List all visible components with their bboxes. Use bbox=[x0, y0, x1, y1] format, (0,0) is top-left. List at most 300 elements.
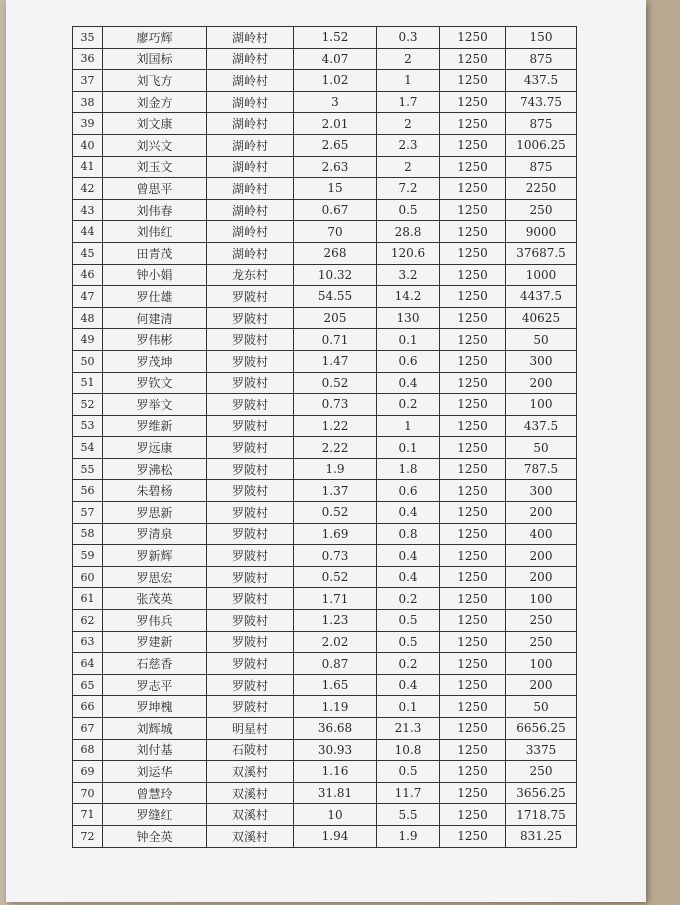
row-number-cell: 62 bbox=[73, 610, 103, 632]
table-row bbox=[73, 653, 577, 675]
area-cell: 0.52 bbox=[294, 502, 377, 524]
unit-price-cell: 1250 bbox=[440, 523, 506, 545]
village-cell: 罗陂村 bbox=[207, 631, 294, 653]
row-number-cell: 43 bbox=[73, 199, 103, 221]
row-number-cell: 68 bbox=[73, 739, 103, 761]
quantity-cell: 14.2 bbox=[377, 286, 440, 308]
village-cell: 罗陂村 bbox=[207, 480, 294, 502]
village-cell: 罗陂村 bbox=[207, 588, 294, 610]
name-cell: 钟小娟 bbox=[103, 264, 207, 286]
area-cell: 0.52 bbox=[294, 372, 377, 394]
village-cell: 罗陂村 bbox=[207, 437, 294, 459]
village-cell: 双溪村 bbox=[207, 804, 294, 826]
row-number-cell: 47 bbox=[73, 286, 103, 308]
unit-price-cell: 1250 bbox=[440, 350, 506, 372]
name-cell: 何建清 bbox=[103, 307, 207, 329]
village-cell: 罗陂村 bbox=[207, 350, 294, 372]
table-row bbox=[73, 458, 577, 480]
unit-price-cell: 1250 bbox=[440, 502, 506, 524]
name-cell: 朱碧杨 bbox=[103, 480, 207, 502]
amount-cell: 743.75 bbox=[506, 91, 577, 113]
area-cell: 0.67 bbox=[294, 199, 377, 221]
name-cell: 石慈香 bbox=[103, 653, 207, 675]
unit-price-cell: 1250 bbox=[440, 70, 506, 92]
quantity-cell: 0.4 bbox=[377, 372, 440, 394]
row-number-cell: 63 bbox=[73, 631, 103, 653]
row-number-cell: 67 bbox=[73, 718, 103, 740]
area-cell: 0.87 bbox=[294, 653, 377, 675]
village-cell: 罗陂村 bbox=[207, 566, 294, 588]
amount-cell: 50 bbox=[506, 329, 577, 351]
name-cell: 刘飞方 bbox=[103, 70, 207, 92]
row-number-cell: 36 bbox=[73, 48, 103, 70]
village-cell: 罗陂村 bbox=[207, 307, 294, 329]
row-number-cell: 70 bbox=[73, 782, 103, 804]
unit-price-cell: 1250 bbox=[440, 610, 506, 632]
table-row bbox=[73, 739, 577, 761]
unit-price-cell: 1250 bbox=[440, 480, 506, 502]
unit-price-cell: 1250 bbox=[440, 696, 506, 718]
name-cell: 刘伟红 bbox=[103, 221, 207, 243]
village-cell: 湖岭村 bbox=[207, 178, 294, 200]
area-cell: 1.71 bbox=[294, 588, 377, 610]
unit-price-cell: 1250 bbox=[440, 739, 506, 761]
name-cell: 刘运华 bbox=[103, 761, 207, 783]
amount-cell: 831.25 bbox=[506, 825, 577, 847]
name-cell: 刘辉城 bbox=[103, 718, 207, 740]
unit-price-cell: 1250 bbox=[440, 372, 506, 394]
area-cell: 1.22 bbox=[294, 415, 377, 437]
area-cell: 15 bbox=[294, 178, 377, 200]
quantity-cell: 0.1 bbox=[377, 437, 440, 459]
unit-price-cell: 1250 bbox=[440, 804, 506, 826]
unit-price-cell: 1250 bbox=[440, 329, 506, 351]
village-cell: 罗陂村 bbox=[207, 286, 294, 308]
name-cell: 刘金方 bbox=[103, 91, 207, 113]
quantity-cell: 0.2 bbox=[377, 394, 440, 416]
table-row bbox=[73, 394, 577, 416]
area-cell: 2.01 bbox=[294, 113, 377, 135]
table-row bbox=[73, 437, 577, 459]
row-number-cell: 52 bbox=[73, 394, 103, 416]
amount-cell: 100 bbox=[506, 588, 577, 610]
name-cell: 罗志平 bbox=[103, 674, 207, 696]
unit-price-cell: 1250 bbox=[440, 91, 506, 113]
row-number-cell: 55 bbox=[73, 458, 103, 480]
table-row bbox=[73, 674, 577, 696]
village-cell: 双溪村 bbox=[207, 825, 294, 847]
table-row bbox=[73, 286, 577, 308]
area-cell: 0.71 bbox=[294, 329, 377, 351]
amount-cell: 150 bbox=[506, 27, 577, 49]
name-cell: 罗沸松 bbox=[103, 458, 207, 480]
village-cell: 湖岭村 bbox=[207, 221, 294, 243]
table-row bbox=[73, 588, 577, 610]
unit-price-cell: 1250 bbox=[440, 242, 506, 264]
table-row bbox=[73, 264, 577, 286]
area-cell: 205 bbox=[294, 307, 377, 329]
quantity-cell: 2 bbox=[377, 156, 440, 178]
quantity-cell: 7.2 bbox=[377, 178, 440, 200]
table-body bbox=[73, 27, 577, 848]
amount-cell: 250 bbox=[506, 610, 577, 632]
unit-price-cell: 1250 bbox=[440, 199, 506, 221]
row-number-cell: 53 bbox=[73, 415, 103, 437]
unit-price-cell: 1250 bbox=[440, 718, 506, 740]
quantity-cell: 0.8 bbox=[377, 523, 440, 545]
table-row bbox=[73, 502, 577, 524]
quantity-cell: 10.8 bbox=[377, 739, 440, 761]
name-cell: 罗思宏 bbox=[103, 566, 207, 588]
area-cell: 0.73 bbox=[294, 394, 377, 416]
table-row bbox=[73, 782, 577, 804]
table-row bbox=[73, 825, 577, 847]
quantity-cell: 0.4 bbox=[377, 674, 440, 696]
name-cell: 罗思新 bbox=[103, 502, 207, 524]
village-cell: 罗陂村 bbox=[207, 610, 294, 632]
unit-price-cell: 1250 bbox=[440, 178, 506, 200]
area-cell: 1.94 bbox=[294, 825, 377, 847]
table-row bbox=[73, 91, 577, 113]
row-number-cell: 69 bbox=[73, 761, 103, 783]
quantity-cell: 1 bbox=[377, 70, 440, 92]
name-cell: 罗伟兵 bbox=[103, 610, 207, 632]
unit-price-cell: 1250 bbox=[440, 825, 506, 847]
row-number-cell: 38 bbox=[73, 91, 103, 113]
amount-cell: 50 bbox=[506, 437, 577, 459]
row-number-cell: 39 bbox=[73, 113, 103, 135]
table-row bbox=[73, 610, 577, 632]
name-cell: 罗建新 bbox=[103, 631, 207, 653]
amount-cell: 200 bbox=[506, 566, 577, 588]
name-cell: 刘文康 bbox=[103, 113, 207, 135]
village-cell: 罗陂村 bbox=[207, 394, 294, 416]
village-cell: 石陂村 bbox=[207, 739, 294, 761]
row-number-cell: 66 bbox=[73, 696, 103, 718]
village-cell: 罗陂村 bbox=[207, 545, 294, 567]
name-cell: 刘国标 bbox=[103, 48, 207, 70]
row-number-cell: 57 bbox=[73, 502, 103, 524]
quantity-cell: 0.3 bbox=[377, 27, 440, 49]
quantity-cell: 28.8 bbox=[377, 221, 440, 243]
amount-cell: 2250 bbox=[506, 178, 577, 200]
village-cell: 明星村 bbox=[207, 718, 294, 740]
village-cell: 罗陂村 bbox=[207, 696, 294, 718]
amount-cell: 200 bbox=[506, 545, 577, 567]
table-row bbox=[73, 480, 577, 502]
amount-cell: 1718.75 bbox=[506, 804, 577, 826]
table-row bbox=[73, 696, 577, 718]
quantity-cell: 0.5 bbox=[377, 631, 440, 653]
unit-price-cell: 1250 bbox=[440, 631, 506, 653]
quantity-cell: 5.5 bbox=[377, 804, 440, 826]
quantity-cell: 130 bbox=[377, 307, 440, 329]
row-number-cell: 35 bbox=[73, 27, 103, 49]
name-cell: 张茂英 bbox=[103, 588, 207, 610]
name-cell: 曾慧玲 bbox=[103, 782, 207, 804]
quantity-cell: 0.1 bbox=[377, 329, 440, 351]
village-cell: 湖岭村 bbox=[207, 48, 294, 70]
quantity-cell: 2.3 bbox=[377, 134, 440, 156]
row-number-cell: 48 bbox=[73, 307, 103, 329]
name-cell: 罗仕雄 bbox=[103, 286, 207, 308]
area-cell: 1.02 bbox=[294, 70, 377, 92]
name-cell: 罗伟彬 bbox=[103, 329, 207, 351]
area-cell: 1.47 bbox=[294, 350, 377, 372]
village-cell: 湖岭村 bbox=[207, 156, 294, 178]
row-number-cell: 65 bbox=[73, 674, 103, 696]
row-number-cell: 45 bbox=[73, 242, 103, 264]
amount-cell: 787.5 bbox=[506, 458, 577, 480]
village-cell: 龙东村 bbox=[207, 264, 294, 286]
row-number-cell: 41 bbox=[73, 156, 103, 178]
village-cell: 湖岭村 bbox=[207, 242, 294, 264]
quantity-cell: 3.2 bbox=[377, 264, 440, 286]
table-row bbox=[73, 329, 577, 351]
table-row bbox=[73, 307, 577, 329]
quantity-cell: 0.2 bbox=[377, 588, 440, 610]
village-cell: 双溪村 bbox=[207, 761, 294, 783]
area-cell: 1.65 bbox=[294, 674, 377, 696]
unit-price-cell: 1250 bbox=[440, 458, 506, 480]
amount-cell: 875 bbox=[506, 48, 577, 70]
table-row bbox=[73, 415, 577, 437]
quantity-cell: 0.2 bbox=[377, 653, 440, 675]
village-cell: 罗陂村 bbox=[207, 415, 294, 437]
area-cell: 2.65 bbox=[294, 134, 377, 156]
amount-cell: 250 bbox=[506, 761, 577, 783]
amount-cell: 3375 bbox=[506, 739, 577, 761]
table-row bbox=[73, 372, 577, 394]
name-cell: 罗举文 bbox=[103, 394, 207, 416]
area-cell: 10.32 bbox=[294, 264, 377, 286]
table-row bbox=[73, 199, 577, 221]
amount-cell: 1006.25 bbox=[506, 134, 577, 156]
row-number-cell: 56 bbox=[73, 480, 103, 502]
table-row bbox=[73, 523, 577, 545]
table-row bbox=[73, 566, 577, 588]
amount-cell: 875 bbox=[506, 113, 577, 135]
quantity-cell: 11.7 bbox=[377, 782, 440, 804]
village-cell: 湖岭村 bbox=[207, 91, 294, 113]
quantity-cell: 0.4 bbox=[377, 566, 440, 588]
row-number-cell: 64 bbox=[73, 653, 103, 675]
unit-price-cell: 1250 bbox=[440, 782, 506, 804]
quantity-cell: 1.9 bbox=[377, 825, 440, 847]
name-cell: 曾思平 bbox=[103, 178, 207, 200]
amount-cell: 300 bbox=[506, 480, 577, 502]
village-cell: 双溪村 bbox=[207, 782, 294, 804]
quantity-cell: 21.3 bbox=[377, 718, 440, 740]
name-cell: 刘兴文 bbox=[103, 134, 207, 156]
area-cell: 2.22 bbox=[294, 437, 377, 459]
village-cell: 罗陂村 bbox=[207, 674, 294, 696]
quantity-cell: 1.8 bbox=[377, 458, 440, 480]
table-row bbox=[73, 113, 577, 135]
area-cell: 2.02 bbox=[294, 631, 377, 653]
unit-price-cell: 1250 bbox=[440, 48, 506, 70]
amount-cell: 40625 bbox=[506, 307, 577, 329]
name-cell: 罗新辉 bbox=[103, 545, 207, 567]
area-cell: 10 bbox=[294, 804, 377, 826]
amount-cell: 250 bbox=[506, 199, 577, 221]
area-cell: 36.68 bbox=[294, 718, 377, 740]
row-number-cell: 40 bbox=[73, 134, 103, 156]
name-cell: 田青茂 bbox=[103, 242, 207, 264]
amount-cell: 37687.5 bbox=[506, 242, 577, 264]
table-row bbox=[73, 178, 577, 200]
row-number-cell: 50 bbox=[73, 350, 103, 372]
area-cell: 3 bbox=[294, 91, 377, 113]
name-cell: 刘玉文 bbox=[103, 156, 207, 178]
row-number-cell: 59 bbox=[73, 545, 103, 567]
amount-cell: 437.5 bbox=[506, 415, 577, 437]
quantity-cell: 0.1 bbox=[377, 696, 440, 718]
amount-cell: 300 bbox=[506, 350, 577, 372]
amount-cell: 3656.25 bbox=[506, 782, 577, 804]
table-row bbox=[73, 27, 577, 49]
table-row bbox=[73, 804, 577, 826]
row-number-cell: 44 bbox=[73, 221, 103, 243]
amount-cell: 200 bbox=[506, 372, 577, 394]
area-cell: 268 bbox=[294, 242, 377, 264]
name-cell: 罗钦文 bbox=[103, 372, 207, 394]
name-cell: 刘伟春 bbox=[103, 199, 207, 221]
amount-cell: 437.5 bbox=[506, 70, 577, 92]
name-cell: 刘付基 bbox=[103, 739, 207, 761]
table-row bbox=[73, 350, 577, 372]
quantity-cell: 0.5 bbox=[377, 610, 440, 632]
quantity-cell: 0.6 bbox=[377, 350, 440, 372]
table-row bbox=[73, 70, 577, 92]
village-cell: 湖岭村 bbox=[207, 70, 294, 92]
table-row bbox=[73, 156, 577, 178]
table-row bbox=[73, 134, 577, 156]
unit-price-cell: 1250 bbox=[440, 221, 506, 243]
unit-price-cell: 1250 bbox=[440, 113, 506, 135]
row-number-cell: 54 bbox=[73, 437, 103, 459]
area-cell: 1.52 bbox=[294, 27, 377, 49]
row-number-cell: 61 bbox=[73, 588, 103, 610]
name-cell: 罗远康 bbox=[103, 437, 207, 459]
unit-price-cell: 1250 bbox=[440, 674, 506, 696]
quantity-cell: 2 bbox=[377, 48, 440, 70]
row-number-cell: 72 bbox=[73, 825, 103, 847]
name-cell: 罗清泉 bbox=[103, 523, 207, 545]
unit-price-cell: 1250 bbox=[440, 394, 506, 416]
unit-price-cell: 1250 bbox=[440, 415, 506, 437]
quantity-cell: 0.4 bbox=[377, 502, 440, 524]
area-cell: 4.07 bbox=[294, 48, 377, 70]
area-cell: 0.52 bbox=[294, 566, 377, 588]
area-cell: 70 bbox=[294, 221, 377, 243]
amount-cell: 1000 bbox=[506, 264, 577, 286]
quantity-cell: 1.7 bbox=[377, 91, 440, 113]
quantity-cell: 2 bbox=[377, 113, 440, 135]
amount-cell: 100 bbox=[506, 394, 577, 416]
area-cell: 1.19 bbox=[294, 696, 377, 718]
amount-cell: 6656.25 bbox=[506, 718, 577, 740]
village-cell: 罗陂村 bbox=[207, 372, 294, 394]
row-number-cell: 49 bbox=[73, 329, 103, 351]
amount-cell: 200 bbox=[506, 502, 577, 524]
village-cell: 湖岭村 bbox=[207, 134, 294, 156]
unit-price-cell: 1250 bbox=[440, 286, 506, 308]
table-row bbox=[73, 221, 577, 243]
quantity-cell: 0.5 bbox=[377, 199, 440, 221]
row-number-cell: 42 bbox=[73, 178, 103, 200]
name-cell: 钟全英 bbox=[103, 825, 207, 847]
subsidy-table bbox=[72, 26, 577, 848]
unit-price-cell: 1250 bbox=[440, 134, 506, 156]
amount-cell: 50 bbox=[506, 696, 577, 718]
name-cell: 罗茂坤 bbox=[103, 350, 207, 372]
amount-cell: 200 bbox=[506, 674, 577, 696]
area-cell: 1.23 bbox=[294, 610, 377, 632]
table-row bbox=[73, 545, 577, 567]
area-cell: 2.63 bbox=[294, 156, 377, 178]
area-cell: 31.81 bbox=[294, 782, 377, 804]
village-cell: 湖岭村 bbox=[207, 27, 294, 49]
unit-price-cell: 1250 bbox=[440, 653, 506, 675]
unit-price-cell: 1250 bbox=[440, 545, 506, 567]
row-number-cell: 37 bbox=[73, 70, 103, 92]
table-row bbox=[73, 242, 577, 264]
area-cell: 54.55 bbox=[294, 286, 377, 308]
village-cell: 罗陂村 bbox=[207, 329, 294, 351]
village-cell: 湖岭村 bbox=[207, 113, 294, 135]
row-number-cell: 51 bbox=[73, 372, 103, 394]
name-cell: 廖巧辉 bbox=[103, 27, 207, 49]
amount-cell: 9000 bbox=[506, 221, 577, 243]
row-number-cell: 58 bbox=[73, 523, 103, 545]
row-number-cell: 46 bbox=[73, 264, 103, 286]
amount-cell: 250 bbox=[506, 631, 577, 653]
amount-cell: 4437.5 bbox=[506, 286, 577, 308]
unit-price-cell: 1250 bbox=[440, 307, 506, 329]
village-cell: 罗陂村 bbox=[207, 653, 294, 675]
unit-price-cell: 1250 bbox=[440, 27, 506, 49]
amount-cell: 400 bbox=[506, 523, 577, 545]
village-cell: 罗陂村 bbox=[207, 502, 294, 524]
name-cell: 罗缝红 bbox=[103, 804, 207, 826]
row-number-cell: 71 bbox=[73, 804, 103, 826]
area-cell: 1.16 bbox=[294, 761, 377, 783]
village-cell: 湖岭村 bbox=[207, 199, 294, 221]
table-row bbox=[73, 761, 577, 783]
area-cell: 1.69 bbox=[294, 523, 377, 545]
quantity-cell: 0.5 bbox=[377, 761, 440, 783]
quantity-cell: 120.6 bbox=[377, 242, 440, 264]
amount-cell: 100 bbox=[506, 653, 577, 675]
name-cell: 罗维新 bbox=[103, 415, 207, 437]
village-cell: 罗陂村 bbox=[207, 523, 294, 545]
area-cell: 1.37 bbox=[294, 480, 377, 502]
name-cell: 罗坤槐 bbox=[103, 696, 207, 718]
amount-cell: 875 bbox=[506, 156, 577, 178]
unit-price-cell: 1250 bbox=[440, 264, 506, 286]
quantity-cell: 1 bbox=[377, 415, 440, 437]
unit-price-cell: 1250 bbox=[440, 437, 506, 459]
unit-price-cell: 1250 bbox=[440, 156, 506, 178]
unit-price-cell: 1250 bbox=[440, 761, 506, 783]
unit-price-cell: 1250 bbox=[440, 566, 506, 588]
area-cell: 30.93 bbox=[294, 739, 377, 761]
quantity-cell: 0.4 bbox=[377, 545, 440, 567]
quantity-cell: 0.6 bbox=[377, 480, 440, 502]
table-row bbox=[73, 631, 577, 653]
table-row bbox=[73, 48, 577, 70]
